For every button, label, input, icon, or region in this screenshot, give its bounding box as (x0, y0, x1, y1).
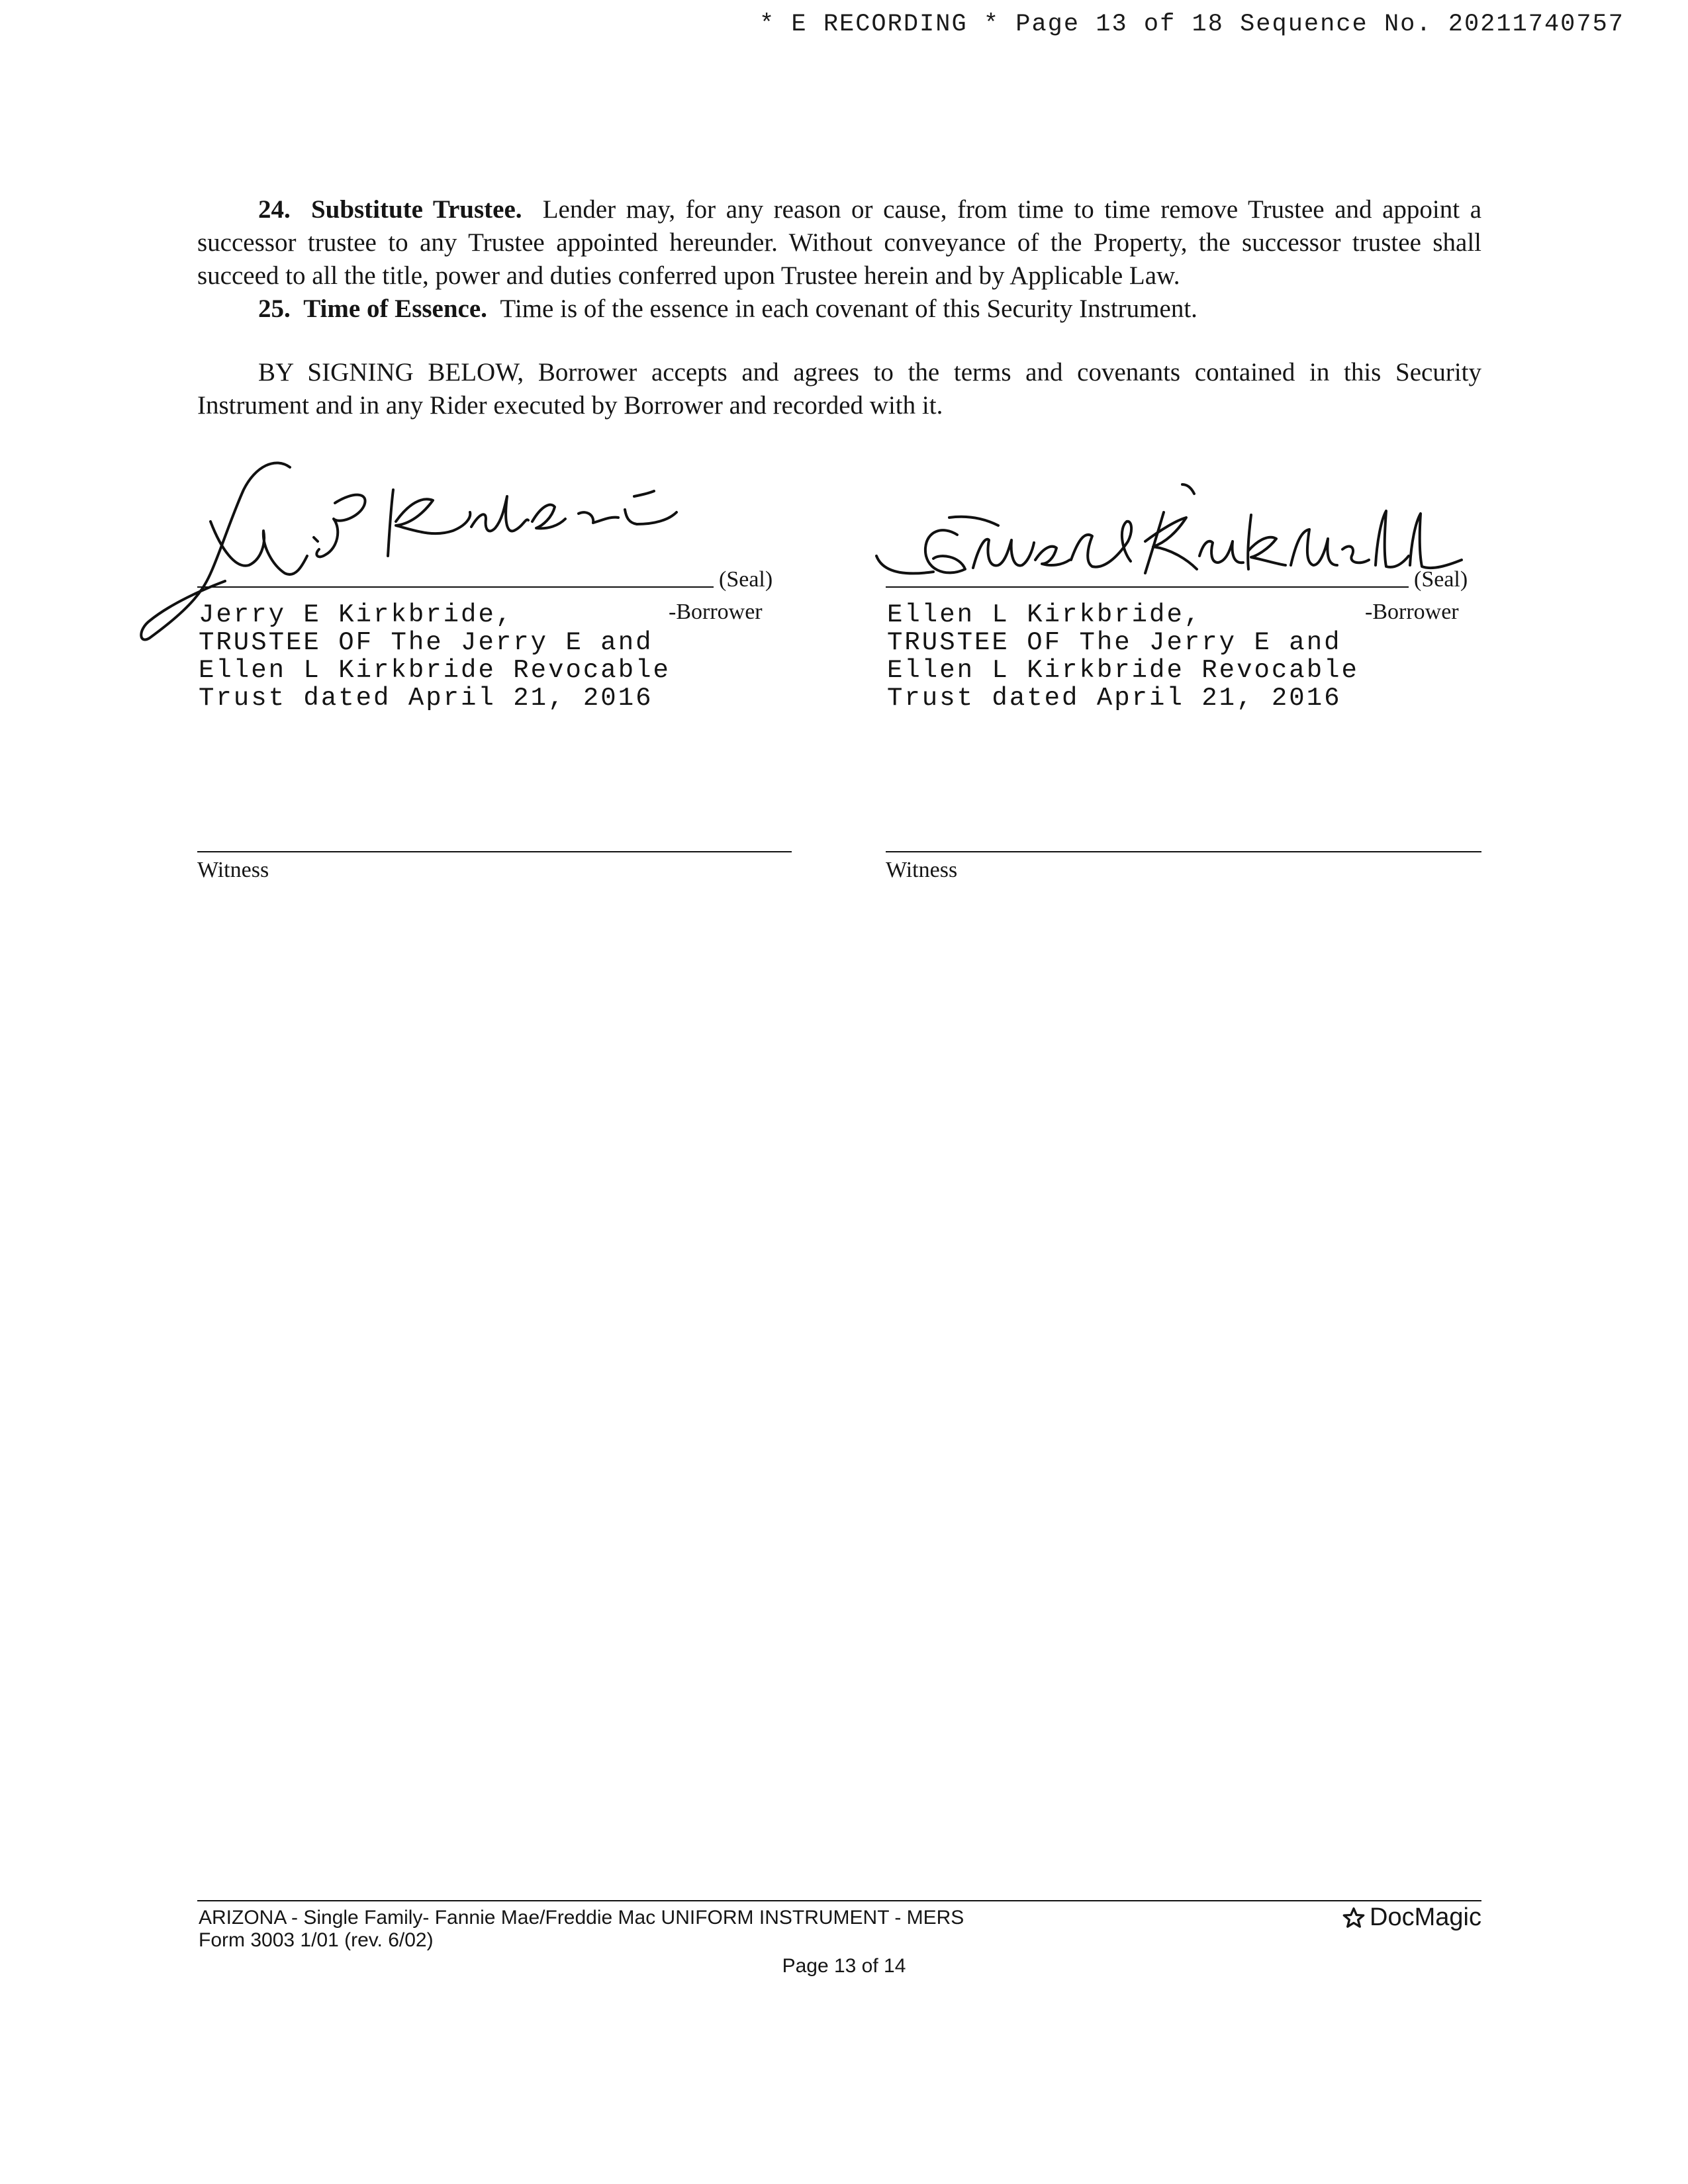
star-outline-icon (1342, 1906, 1366, 1930)
clause-25-text: Time is of the essence in each covenant of this Security Instrument. (500, 295, 1197, 323)
acceptance-paragraph: BY SIGNING BELOW, Borrower accepts and agrees to the terms and covenants contained in this Security Instrument and in any Rider executed by Borrower and recorded with it. (197, 358, 1481, 420)
clause-25-heading: Time of Essence. (303, 295, 487, 323)
witness-block-left (197, 851, 793, 883)
signer-name: Ellen L Kirkbride, TRUSTEE OF The Jerry E and Ellen L Kirkbride Revocable Trust dated April 21, 2016 (887, 600, 1359, 713)
docmagic-logo (1342, 1903, 1481, 1932)
brand-name: DocMagic (1370, 1903, 1481, 1931)
clause-24-number: 24. (258, 195, 291, 224)
footer-form-info (199, 1907, 964, 1952)
seal-label: (Seal) (719, 567, 773, 592)
form-number: Form 3003 1/01 (rev. 6/02) (199, 1929, 434, 1951)
page-number: Page 13 of 14 (782, 1955, 906, 1977)
witness-signature-line (197, 851, 792, 852)
clause-24-text: Lender may, for any reason or cause, from time to time remove Trustee and appoint a successor trustee to any Trustee appointed hereunder. Without conveyance of the Property, the successor trustee shall succeed to all the title, power and duties conferred upon Trustee herein and by Applicable Law. (197, 195, 1481, 290)
borrower-role-label: -Borrower (669, 600, 763, 624)
clause-24-heading: Substitute Trustee. (310, 195, 522, 224)
signature-line (886, 586, 1409, 588)
witness-label: Witness (197, 858, 269, 882)
form-title: ARIZONA - Single Family- Fannie Mae/Freddie Mac UNIFORM INSTRUMENT - MERS (199, 1907, 964, 1929)
recording-stamp: * E RECORDING * Page 13 of 18 Sequence No. 20211740757 (759, 11, 1624, 38)
witness-label: Witness (886, 858, 958, 882)
signer-name: Jerry E Kirkbride, TRUSTEE OF The Jerry E and Ellen L Kirkbride Revocable Trust dated April 21, 2016 (199, 600, 671, 713)
seal-label: (Seal) (1414, 567, 1468, 592)
clause-25 (197, 293, 1481, 326)
witness-block-right (886, 851, 1481, 883)
signature-line (197, 586, 714, 588)
borrower-role-label: -Borrower (1365, 600, 1459, 624)
footer-divider (197, 1900, 1481, 1901)
clause-25-number: 25. (258, 295, 291, 323)
witness-signature-line (886, 851, 1481, 852)
clause-24 (197, 193, 1481, 293)
